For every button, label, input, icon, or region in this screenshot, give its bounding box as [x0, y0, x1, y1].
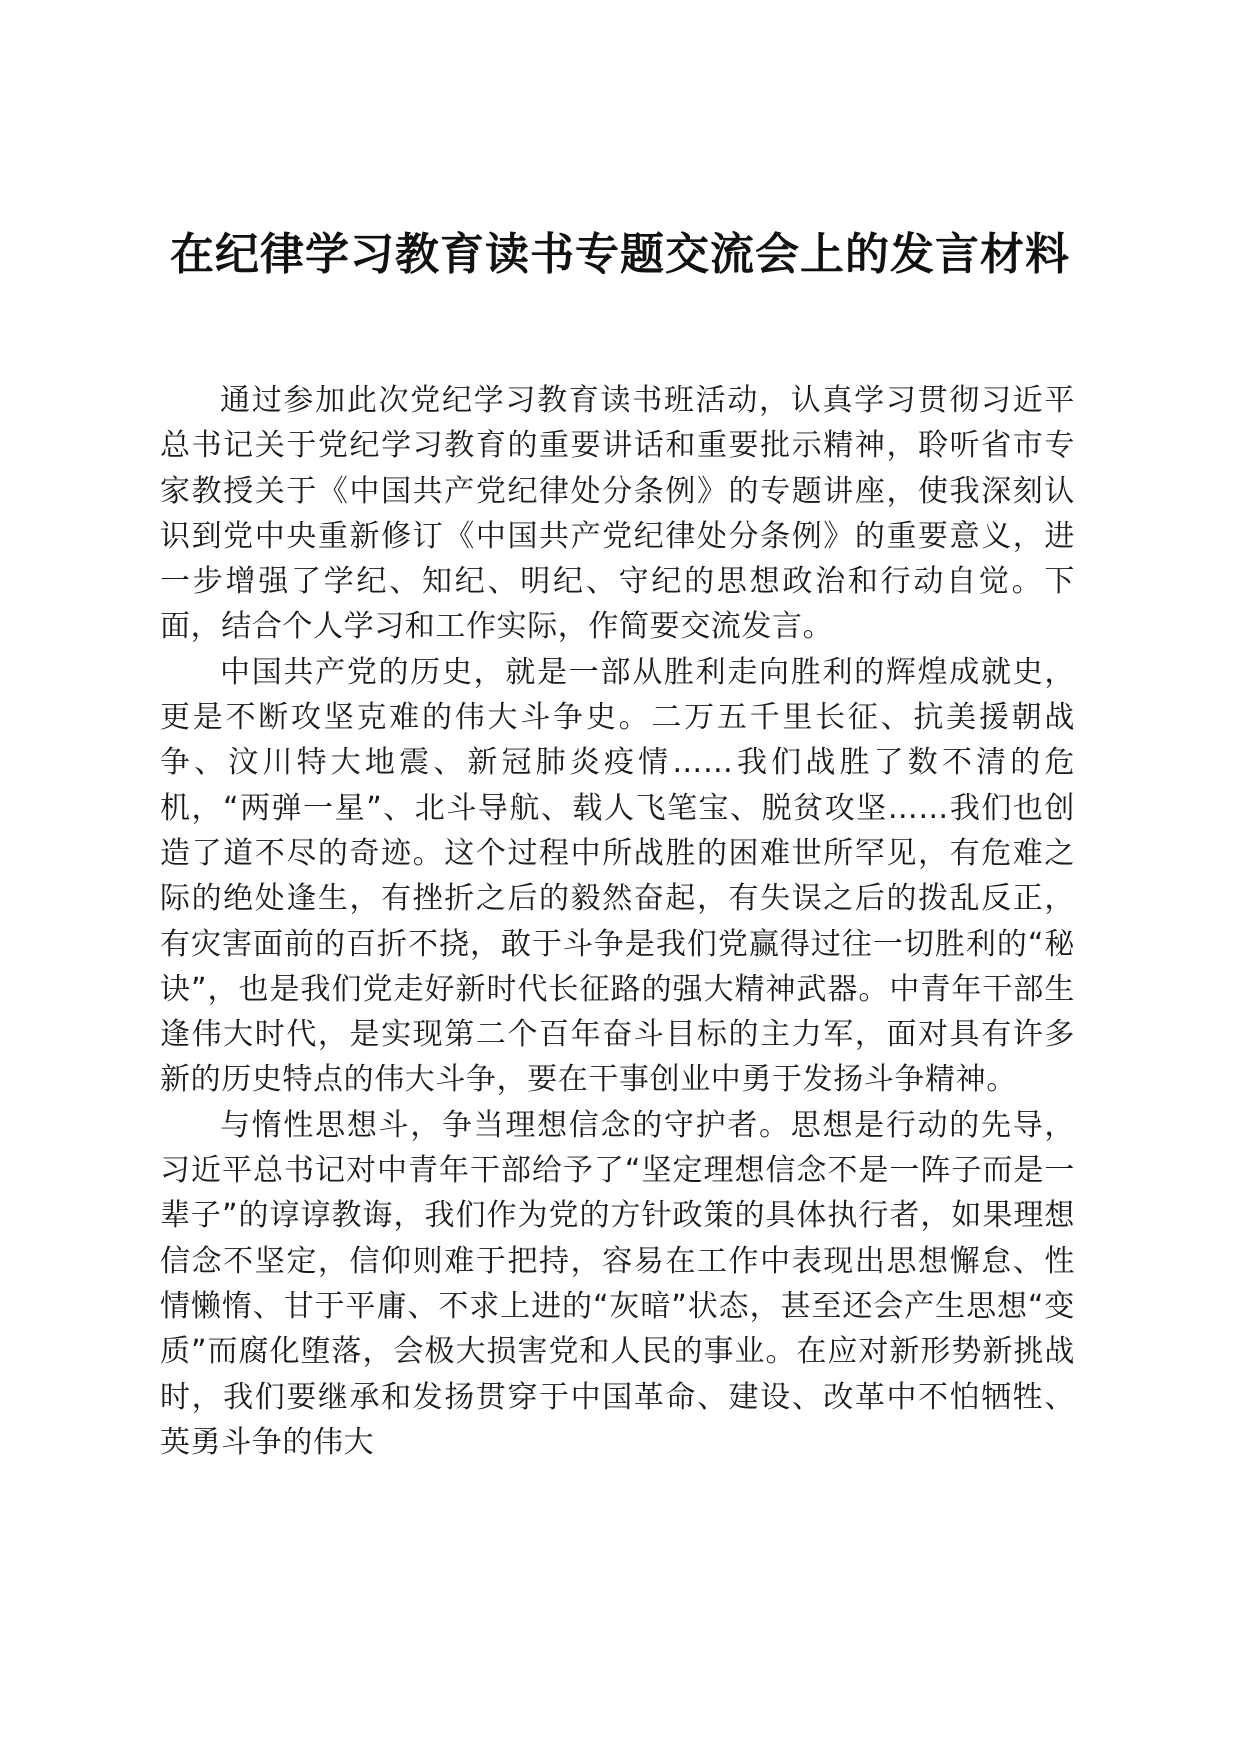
- document-title: 在纪律学习教育读书专题交流会上的发言材料: [170, 229, 1070, 280]
- paragraph-history: 中国共产党的历史，就是一部从胜利走向胜利的辉煌成就史，更是不断攻坚克难的伟大斗争史。二万五千里长征、抗美援朝战争、汶川特大地震、新冠肺炎疫情……我们战胜了数不清的危机，“两弹一星”、北斗导航、载人飞笔宝、脱贫攻坚……我们也创造了道不尽的奇迹。这个过程中所战胜的困难世所罕见，有危难之际的绝处逢生，有挫折之后的毅然奋起，有失误之后的拨乱反正，有灾害面前的百折不挠，敢于斗争是我们党赢得过往一切胜利的“秘诀”，也是我们党走好新时代长征路的强大精神武器。中青年干部生逢伟大时代，是实现第二个百年奋斗目标的主力军，面对具有许多新的历史特点的伟大斗争，要在干事创业中勇于发扬斗争精神。: [160, 654, 1075, 1098]
- document-body: [160, 378, 1075, 1465]
- paragraph-ideals: 与惰性思想斗，争当理想信念的守护者。思想是行动的先导，习近平总书记对中青年干部给予了“坚定理想信念不是一阵子而是一辈子”的谆谆教诲，我们作为党的方针政策的具体执行者，如果理想信念不坚定，信仰则难于把持，容易在工作中表现出思想懈怠、性情懒惰、甘于平庸、不求上进的“灰暗”状态，甚至还会产生思想“变质”而腐化堕落，会极大损害党和人民的事业。在应对新形势新挑战时，我们要继承和发扬贯穿于中国革命、建设、改革中不怕牺牲、英勇斗争的伟大: [160, 1107, 1075, 1460]
- paragraph-intro: 通过参加此次党纪学习教育读书班活动，认真学习贯彻习近平总书记关于党纪学习教育的重要讲话和重要批示精神，聆听省市专家教授关于《中国共产党纪律处分条例》的专题讲座，使我深刻认识到党中央重新修订《中国共产党纪律处分条例》的重要意义，进一步增强了学纪、知纪、明纪、守纪的思想政治和行动自觉。下面，结合个人学习和工作实际，作简要交流发言。: [160, 383, 1075, 645]
